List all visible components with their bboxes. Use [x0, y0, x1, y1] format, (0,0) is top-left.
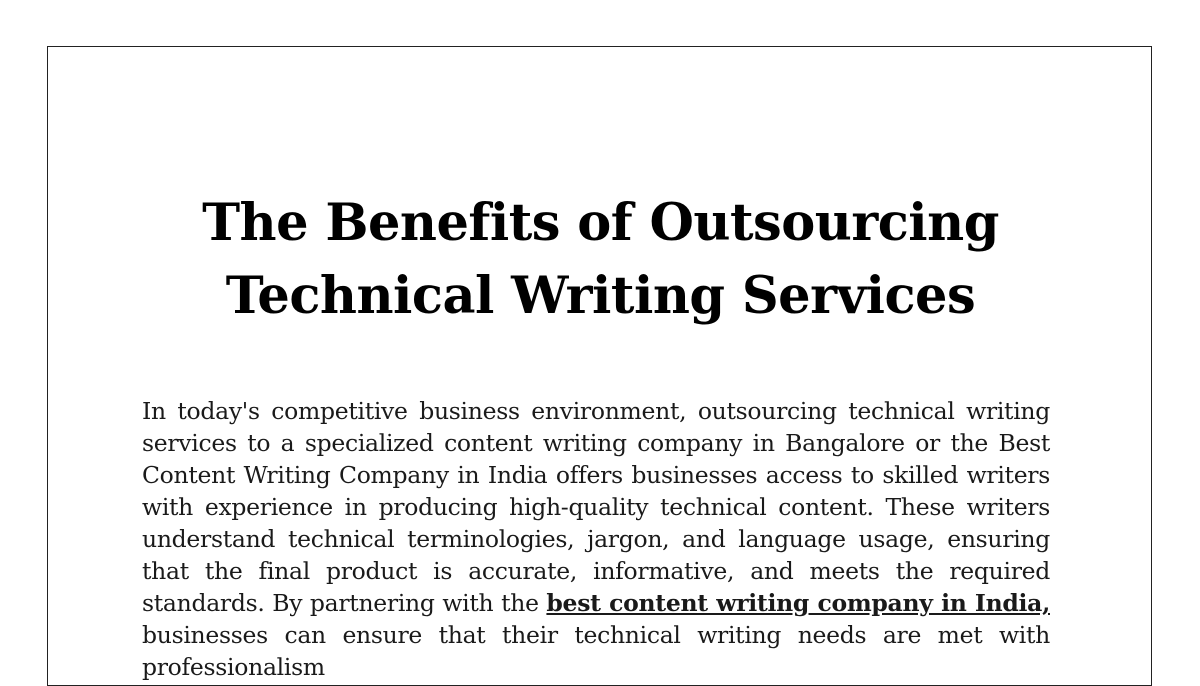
body-paragraph [142, 395, 1050, 683]
best-content-writing-link[interactable]: best content writing company in India, [546, 589, 1050, 617]
document-page [47, 46, 1152, 686]
paragraph-text-before-link: In today's competitive business environment, outsourcing technical writing services to a specialized content writing company in Bangalore or the Best Content Writing Company in India offers businesses access to skilled writers with experience in producing high-quality technical content. These writers understand technical terminologies, jargon, and language usage, ensuring that the final product is accurate, informative, and meets the required standards. By partnering with the [142, 397, 1050, 617]
paragraph-text-after-link: businesses can ensure that their technical writing needs are met with professionalism [142, 621, 1050, 681]
title-line-1: The Benefits of Outsourcing [202, 193, 999, 253]
document-title [48, 187, 1153, 333]
title-line-2: Technical Writing Services [225, 266, 976, 326]
